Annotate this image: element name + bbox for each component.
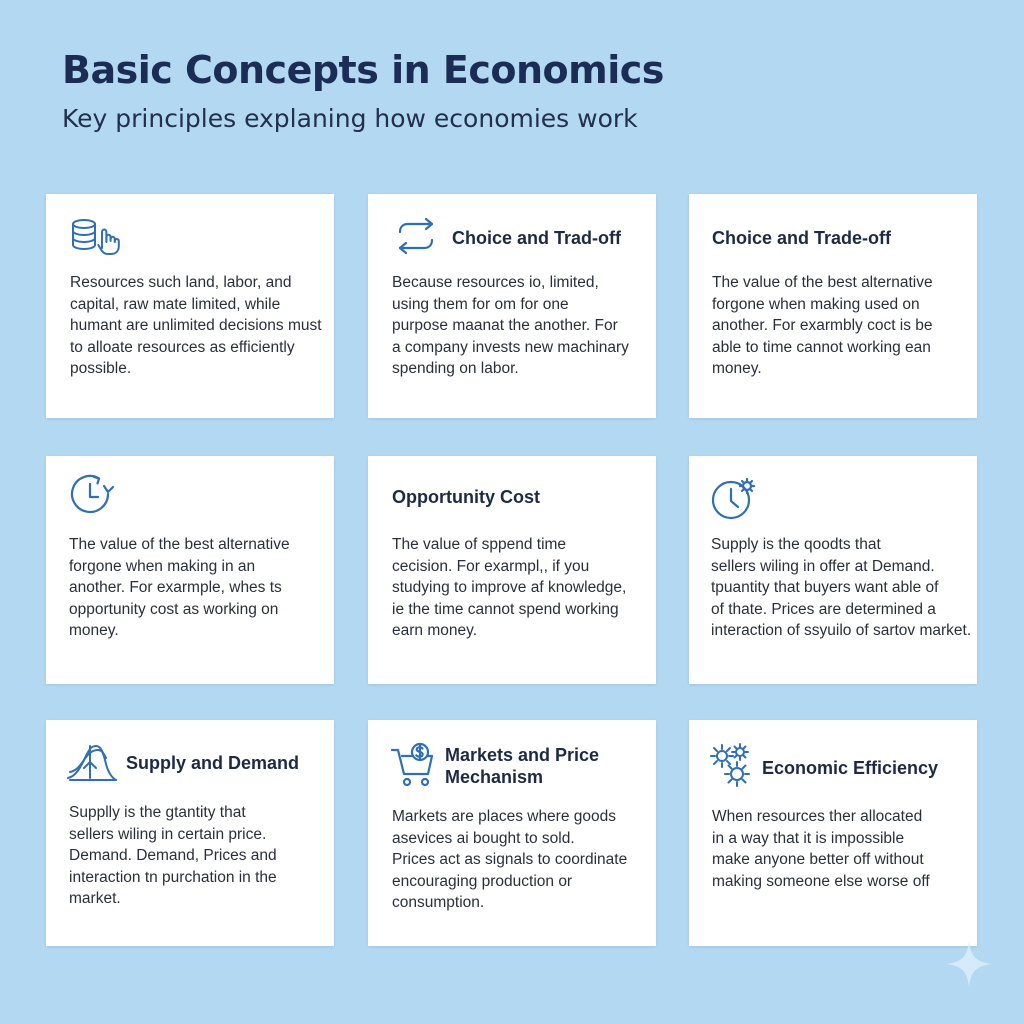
card-line: to alloate resources as efficiently	[70, 338, 295, 356]
header	[62, 48, 664, 133]
card-line: interaction tn purchation in the	[69, 868, 277, 886]
card-body	[392, 806, 627, 914]
card-line: studying to improve af knowledge,	[392, 579, 627, 596]
page-title: Basic Concepts in Economics	[62, 48, 664, 92]
card-line: making someone else worse off	[712, 872, 930, 890]
card-supply-market	[689, 456, 977, 684]
card-line: another. For exarmbly coct is be	[712, 317, 933, 334]
card-line: capital, raw mate limited, while	[70, 295, 281, 313]
card-body	[711, 534, 971, 642]
card-line: of thate. Prices are determined a	[711, 600, 936, 618]
card-resources	[46, 194, 334, 418]
card-title: Economic Efficiency	[762, 758, 939, 778]
swap-arrows-icon	[394, 218, 438, 254]
card-body	[392, 272, 629, 380]
card-line: When resources ther allocated	[712, 808, 923, 825]
card-markets-price	[368, 720, 656, 946]
card-line: consumption.	[392, 894, 485, 911]
card-line: money.	[69, 622, 119, 639]
card-line: tpuantity that buyers want able of	[711, 579, 939, 596]
card-line: Demand. Demand, Prices and	[69, 847, 277, 864]
card-line: another. For exarmple, whes ts	[69, 579, 282, 596]
card-line: market.	[69, 890, 121, 907]
card-line: a company invests new machinary	[392, 338, 629, 356]
card-opportunity-value	[46, 456, 334, 684]
card-line: The value of the best alternative	[69, 536, 290, 553]
card-line: sellers wiling in certain price.	[69, 825, 267, 843]
card-line: opportunity cost as working on	[69, 600, 279, 618]
card-line: Because resources io, limited,	[392, 274, 599, 291]
card-body	[712, 806, 930, 892]
card-supply-demand	[46, 720, 334, 946]
card-line: Supply is the qoodts that	[711, 536, 881, 553]
card-line: The value of sppend time	[392, 536, 567, 553]
card-line: Prices act as signals to coordinate	[392, 851, 628, 868]
sparkle-icon	[944, 939, 994, 994]
card-line: Markets are places where goods	[392, 808, 617, 825]
cart-dollar-icon	[390, 742, 438, 788]
card-line: Supplly is the gtantity that	[69, 804, 246, 821]
card-line: forgone when making used on	[712, 295, 920, 313]
card-title: Opportunity Cost	[392, 487, 540, 507]
card-line: forgone when making in an	[69, 557, 256, 575]
card-line: money.	[712, 360, 762, 377]
card-body	[392, 534, 626, 642]
card-line: using them for om for one	[392, 295, 569, 313]
card-body	[69, 802, 277, 910]
card-title: Choice and Trad-off	[452, 228, 622, 248]
card-line: possible.	[70, 360, 132, 377]
supply-demand-chart-icon	[66, 742, 118, 782]
card-line: interaction of ssyuilo of sartov market.	[711, 622, 972, 639]
card-line: encouraging production or	[392, 872, 573, 890]
card-economic-efficiency	[689, 720, 977, 946]
gears-icon	[709, 742, 759, 788]
page-subtitle: Key principles explaning how economies work	[62, 104, 638, 133]
card-body	[70, 272, 322, 380]
clock-gear-icon	[709, 476, 757, 522]
card-line: purpose maanat the another. For	[392, 317, 618, 334]
clock-arrow-icon	[68, 474, 116, 520]
card-line: humant are unlimited decisions must	[70, 317, 322, 334]
card-line: in a way that it is impossible	[712, 829, 905, 847]
card-opportunity-cost	[368, 456, 656, 684]
card-title: Choice and Trade-off	[712, 228, 892, 248]
card-line: sellers wiling in offer at Demand.	[711, 557, 935, 575]
coins-hand-icon	[70, 218, 122, 256]
card-line: asevices ai bought to sold.	[392, 829, 575, 847]
card-line: The value of the best alternative	[712, 274, 933, 291]
card-line: earn money.	[392, 622, 478, 639]
card-line: make anyone better off without	[712, 851, 924, 868]
card-line: cecision. For exarmpl,, if you	[392, 557, 590, 575]
card-line: spending on labor.	[392, 360, 519, 377]
card-line: Resources such land, labor, and	[70, 274, 292, 291]
card-choice-tradeoff	[368, 194, 656, 418]
card-choice-tradeoff-2	[689, 194, 977, 418]
card-title: Supply and Demand	[126, 753, 300, 773]
card-line: able to time cannot working ean	[712, 338, 931, 356]
card-line: ie the time cannot spend working	[392, 600, 619, 618]
card-title: Markets and Price Mechanism	[445, 745, 600, 787]
card-body	[712, 272, 933, 380]
card-body	[69, 534, 290, 642]
